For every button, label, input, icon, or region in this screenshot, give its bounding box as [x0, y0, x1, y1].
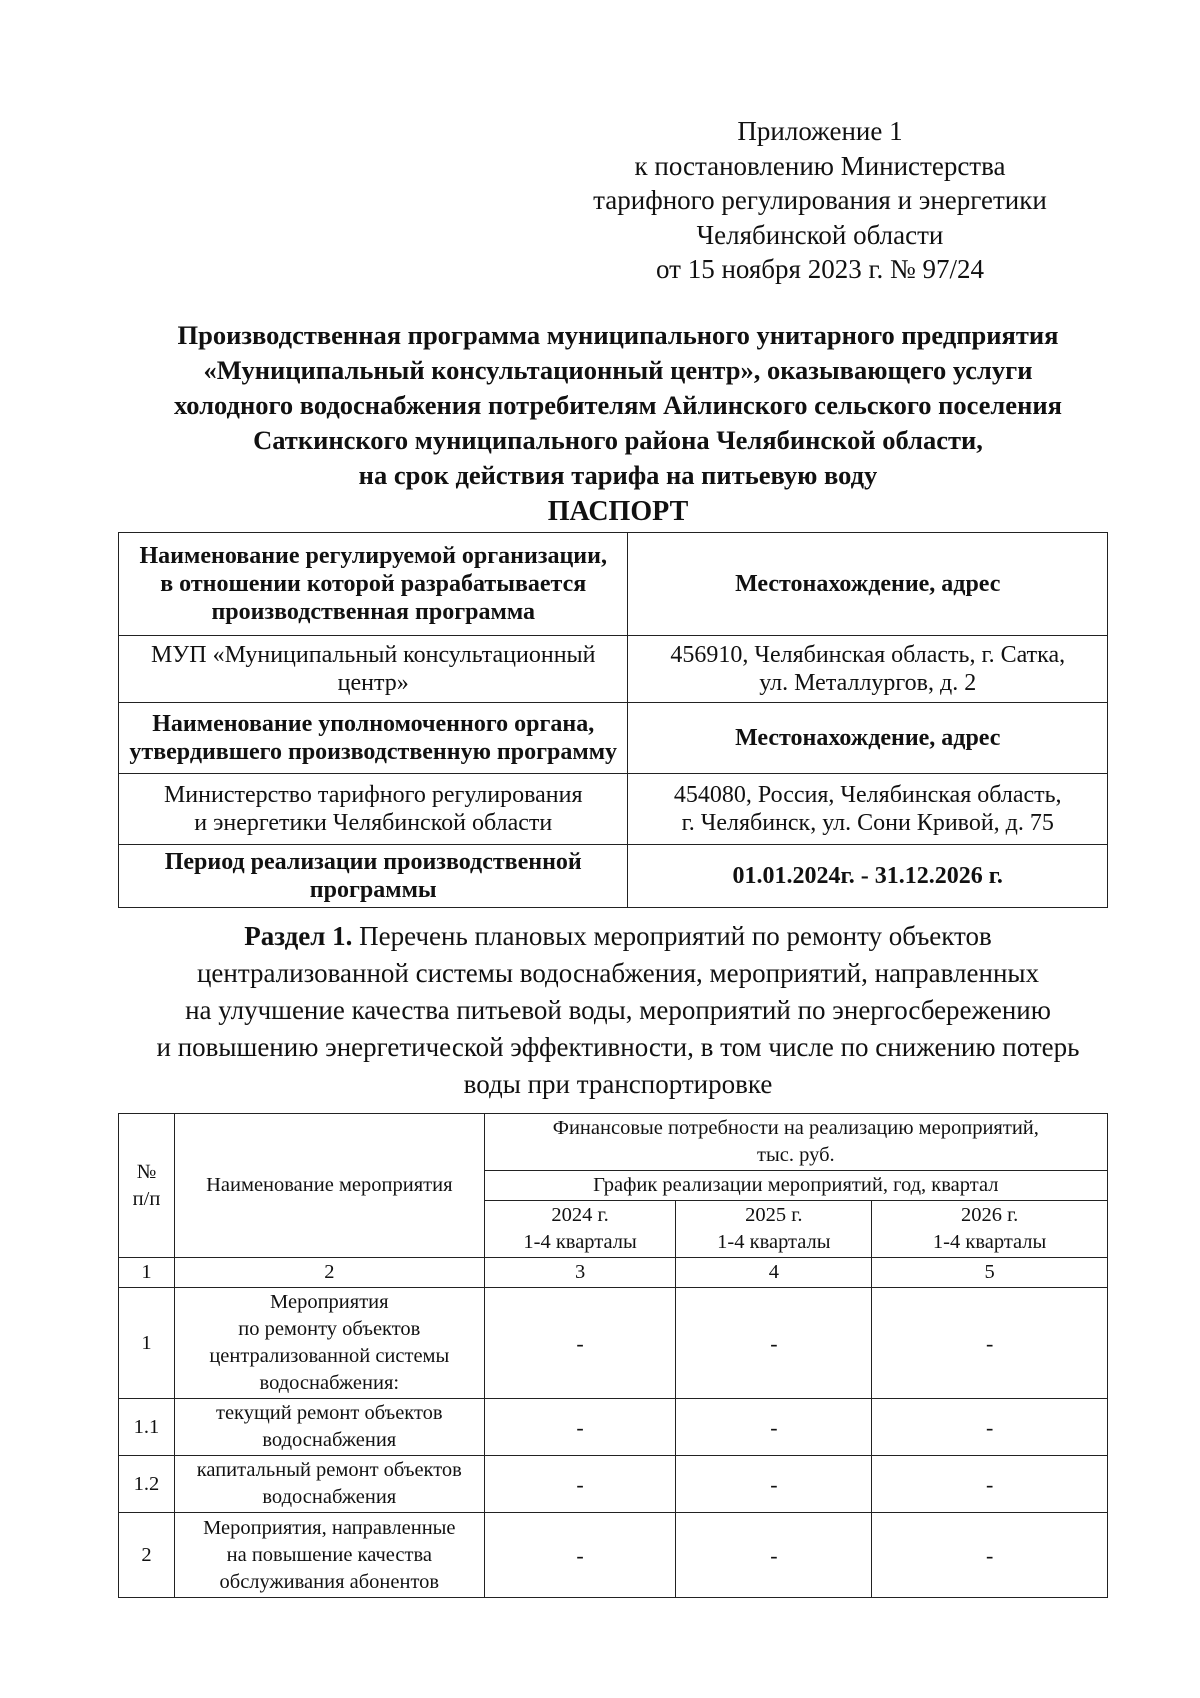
year-label: 2026 г.: [960, 1204, 1019, 1226]
value-2024: -: [484, 1288, 676, 1399]
row-name-line: капитальный ремонт объектов: [196, 1459, 462, 1481]
value-2026: -: [872, 1513, 1108, 1598]
org-name-cell: МУП «Муниципальный консультационный центр»: [119, 636, 628, 703]
row-name-line: водоснабжения:: [259, 1372, 400, 1394]
org-address-line: ул. Металлургов, д. 2: [759, 670, 977, 696]
table-row: [119, 1513, 1108, 1598]
authority-name-line: Министерство тарифного регулирования: [163, 782, 583, 808]
column-number: 4: [676, 1258, 872, 1288]
passport-row: [119, 845, 1108, 908]
document-title: [118, 318, 1118, 493]
title-line: на срок действия тарифа на питьевую воду: [358, 460, 878, 490]
row-number: 1.1: [119, 1399, 175, 1456]
authority-header-line: Наименование уполномоченного органа,: [152, 711, 595, 737]
row-name-line: водоснабжения: [262, 1486, 397, 1508]
period-header-line: Период реализации производственной: [164, 849, 582, 875]
passport-heading: ПАСПОРТ: [547, 496, 689, 527]
authority-address-line: г. Челябинск, ул. Сони Кривой, д. 75: [681, 810, 1054, 836]
section1-title-line: и повышению энергетической эффективности, в том числе по снижению потерь: [156, 1032, 1080, 1062]
authority-name-line: и энергетики Челябинской области: [194, 810, 553, 836]
org-address-cell: [628, 636, 1108, 703]
title-line: Производственная программа муниципального унитарного предприятия: [177, 320, 1059, 350]
quarters-label: 1-4 кварталы: [932, 1231, 1047, 1253]
column-number: 1: [119, 1258, 175, 1288]
col-finance-line: Финансовые потребности на реализацию мероприятий,: [552, 1117, 1039, 1139]
section1-title-line: на улучшение качества питьевой воды, мероприятий по энергосбережению: [185, 995, 1051, 1025]
year-label: 2024 г.: [551, 1204, 609, 1226]
org-address-line: 456910, Челябинская область, г. Сатка,: [670, 642, 1066, 668]
column-number: 3: [484, 1258, 676, 1288]
row-name: [174, 1288, 484, 1399]
section1-label: Раздел 1.: [244, 921, 353, 951]
title-line: «Муниципальный консультационный центр», оказывающего услуги: [203, 355, 1033, 385]
row-name: [174, 1513, 484, 1598]
col-finance-line: тыс. руб.: [757, 1144, 835, 1166]
row-number: 1: [119, 1288, 175, 1399]
address-header-cell: Местонахождение, адрес: [628, 533, 1108, 636]
value-2025: -: [676, 1513, 872, 1598]
quarters-label: 1-4 кварталы: [717, 1231, 831, 1253]
row-name-line: водоснабжения: [262, 1429, 397, 1451]
table-row: [119, 1288, 1108, 1399]
section1-title-line: воды при транспортировке: [463, 1069, 773, 1099]
year-header-2026: [872, 1201, 1108, 1258]
row-name-line: Мероприятия, направленные: [203, 1516, 456, 1539]
value-2025: -: [676, 1456, 872, 1513]
authority-address-cell: [628, 774, 1108, 845]
value-2026: -: [872, 1288, 1108, 1399]
passport-table: [118, 532, 1108, 908]
org-header-line: Наименование регулируемой организации,: [139, 543, 607, 569]
appendix-line: Челябинской области: [696, 219, 944, 250]
row-name-line: по ремонту объектов: [238, 1318, 421, 1340]
col-num-header: [119, 1114, 175, 1258]
authority-header-cell: [119, 703, 628, 774]
appendix-block: [560, 114, 1080, 287]
col-num-line: №: [136, 1160, 157, 1183]
value-2025: -: [676, 1288, 872, 1399]
row-name-line: текущий ремонт объектов: [215, 1402, 443, 1424]
table-row: [119, 1456, 1108, 1513]
value-2024: -: [484, 1513, 676, 1598]
org-header-cell: [119, 533, 628, 636]
passport-row: [119, 703, 1108, 774]
period-value-cell: 01.01.2024г. - 31.12.2026 г.: [628, 845, 1108, 908]
appendix-line: Приложение 1: [737, 116, 903, 146]
row-name: [174, 1399, 484, 1456]
appendix-line: к постановлению Министерства: [634, 150, 1006, 181]
row-name-line: централизованной системы: [209, 1345, 450, 1367]
org-header-line: в отношении которой разрабатывается: [160, 571, 587, 597]
value-2026: -: [872, 1456, 1108, 1513]
row-number: 1.2: [119, 1456, 175, 1513]
authority-name-cell: [119, 774, 628, 845]
year-header-2024: [484, 1201, 676, 1258]
title-line: Саткинского муниципального района Челябинской области,: [253, 425, 983, 455]
value-2025: -: [676, 1399, 872, 1456]
org-header-line: производственная программа: [211, 599, 535, 625]
value-2024: -: [484, 1456, 676, 1513]
year-header-2025: [676, 1201, 872, 1258]
row-name: [174, 1456, 484, 1513]
period-header-line: программы: [309, 877, 437, 903]
year-label: 2025 г.: [745, 1204, 803, 1226]
col-schedule-header: График реализации мероприятий, год, квартал: [484, 1171, 1107, 1201]
activities-table: [118, 1113, 1108, 1598]
row-name-line: на повышение качества: [226, 1543, 432, 1566]
appendix-line: тарифного регулирования и энергетики: [593, 185, 1047, 215]
section1-title: [118, 918, 1118, 1103]
passport-row: [119, 636, 1108, 703]
authority-address-line: 454080, Россия, Челябинская область,: [673, 782, 1062, 808]
row-name-line: обслуживания абонентов: [219, 1570, 440, 1593]
column-number: 2: [174, 1258, 484, 1288]
col-finance-header: [484, 1114, 1107, 1171]
period-header-cell: [119, 845, 628, 908]
section1-title-line: [118, 918, 1118, 955]
section1-title-line: централизованной системы водоснабжения, мероприятий, направленных: [196, 958, 1040, 988]
value-2024: -: [484, 1399, 676, 1456]
activities-header-row: [119, 1114, 1108, 1171]
authority-header-line: утвердившего производственную программу: [129, 739, 618, 765]
column-number: 5: [872, 1258, 1108, 1288]
authority-address-header-cell: Местонахождение, адрес: [628, 703, 1108, 774]
col-num-line: п/п: [132, 1187, 161, 1210]
table-row: [119, 1399, 1108, 1456]
title-line: холодного водоснабжения потребителям Айлинского сельского поселения: [174, 390, 1062, 420]
column-numbers-row: [119, 1258, 1108, 1288]
section1-title-text: Перечень плановых мероприятий по ремонту объектов: [352, 921, 992, 951]
value-2026: -: [872, 1399, 1108, 1456]
appendix-line: от 15 ноября 2023 г. № 97/24: [656, 254, 984, 284]
passport-row: [119, 533, 1108, 636]
passport-row: [119, 774, 1108, 845]
row-name-line: Мероприятия: [270, 1291, 389, 1313]
row-number: 2: [119, 1513, 175, 1598]
col-name-header: Наименование мероприятия: [174, 1114, 484, 1258]
quarters-label: 1-4 кварталы: [523, 1231, 637, 1253]
